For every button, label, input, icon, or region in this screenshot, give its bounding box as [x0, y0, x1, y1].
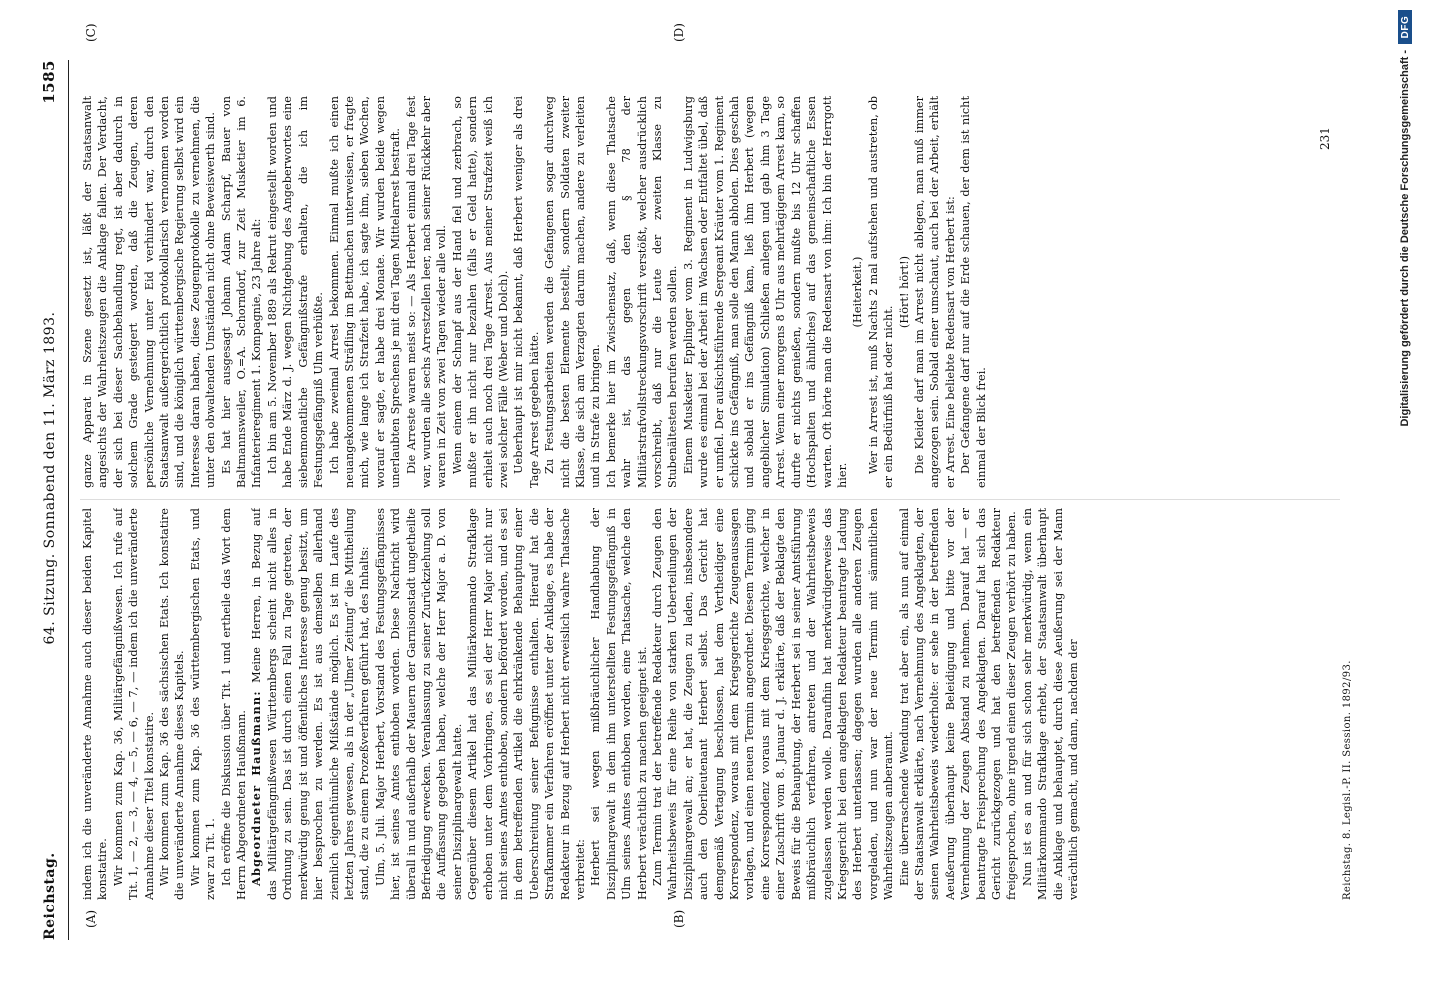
margin-letter-c: (C) — [84, 23, 98, 42]
dfg-logo: DFG — [1398, 10, 1412, 44]
paragraph-text: Wir kommen zum Kap. 36 des sächsischen Etats. Ich konstatire die unveränderte Annahme dieses Kapitels. — [158, 508, 187, 900]
paragraph — [80, 508, 111, 900]
paragraph — [188, 508, 219, 900]
paragraph — [404, 96, 450, 488]
header-page-number: 1585 — [40, 60, 58, 104]
paragraph — [327, 96, 404, 488]
paragraph-text: Ich eröffne die Diskussion über Tit. 1 und ertheile das Wort dem Herrn Abgeordneten Haußmann. — [219, 508, 249, 900]
left-text-column — [80, 508, 1340, 900]
page-header — [40, 60, 64, 940]
paragraph-text: indem ich die unveränderte Annahme auch dieser beiden Kapitel konstatire. — [81, 508, 110, 900]
paragraph-text: Zu Festungsarbeiten werden die Gefangenen sogar durchweg nicht die besten Elemente bestellt, sondern Soldaten zweiter Klasse, die sich am Verzagten darum machen, andere zu verleiten und in Strafe zu bringen. — [543, 96, 603, 488]
paragraph — [265, 96, 327, 488]
digitization-credit — [1392, 0, 1418, 1000]
paragraph-text: Eine überraschende Wendung trat aber ein, als nun auf einmal der Staatsanwalt erklärte, nach Vernehmung des Angeklagten, der seinen Wahrheitsbeweis wiederholte: er sehe in der betreffenden Aeußerung überhaupt keine Beleidigung und bitte vor der Vernehmung der Zeugen Abstand zu nehmen. Darauf hat — er beantragte Freisprechung des Angeklagten. Darauf hat sich das Gericht zurückgezogen und hat den betreffenden Redakteur freigesprochen, ohne irgend einen dieser Zeugen verhört zu haben. — [897, 508, 1019, 900]
paragraph-text: Wir kommen zum Kap. 36, Militärgefängnißwesen. Ich rufe auf Tit. 1, — 2, — 3, — 4, — 5, — 6, — 7, — indem ich die unveränderte Annahme dieser Titel konstatire. — [111, 508, 156, 900]
paragraph-text: Wir kommen zum Kap. 36 des württembergischen Etats, und zwar zu Tit. 1. — [188, 508, 218, 900]
paragraph — [650, 508, 897, 900]
paragraph-text: ganze Apparat in Szene gesetzt ist, läßt der Staatsanwalt angesichts der Wahrheitszeugen die Anklage fallen. Der Verdacht, der sich bei dieser Sachbehandlung regt, ist aber dadurch in solchem Grade gesteigert worden, daß die Zeugen, deren persönliche Vernehmung unter Eid verhindert war, durch den Staatsanwalt außergerichtlich protokollarisch vernommen worden sind, und die königlich württembergische Regierung selbst wird ein Interesse daran haben, diese Zeugenprotokolle zu vernehmen, die unter den obwaltenden Umständen nicht ohne Beweiswerth sind. — [81, 96, 218, 488]
paragraph-text: Ich bin am 5. November 1889 als Rekrut eingestellt worden und habe Ende März d. J. wegen Nichtgebung des Angeberwortes eine siebenmonatliche Gefängnißstrafe erhalten, die ich im Festungsgefängniß Ulm verbüßte. — [265, 96, 326, 488]
paragraph-text: (Heiterkeit.) — [851, 256, 865, 328]
paragraph-text: Herbert sei wegen mißbräuchlicher Handhabung der Disziplinargewalt in dem ihm unterstellten Festungsgefängniß in Ulm seines Amtes enthoben worden, eine Thatsache, welche den Herbert verächtlich zu machen geeignet ist. — [589, 508, 649, 900]
paragraph — [604, 96, 681, 488]
paragraph-text: Wer in Arrest ist, muß Nachts 2 mal aufstehen und austreten, ob er ein Bedürfniß hat oder nicht. — [866, 96, 896, 488]
speaker-name: Abgeordneter Haußmann: — [249, 690, 264, 886]
paragraph — [681, 96, 850, 488]
header-rule — [68, 60, 69, 940]
paragraph-text: Meine Herren, in Bezug auf das Militärgefängnißwesen Württembergs scheint nicht alles in Ordnung zu sein. Das ist durch einen Fall zu Tage getreten, der merkwürdig genug ist und öffentliches Interesse genug besitzt, um hier besprochen zu werden. Es ist aus demselben allerhand ziemlich eigenthümliche Mißstände möglich. Es ist im Laufe des letzten Jahres gewesen, als in der „Ulmer Zeitung“ die Mittheilung stand, die zu einem Prozeßverfahren geführt hat, des Inhalts: — [250, 508, 372, 900]
paragraph-text: Zum Termin trat der betreffende Redakteur durch Zeugen den Wahrheitsbeweis für eine Reihe von starken Ueberteilungen der Disziplinargewalt an; er hat, die Zeugen zu laden, insbesondere auch den Oberlieutenant Herbert selbst. Das Gericht hat demgemäß Vertagung beschlossen, hat dem Vertheidiger eine Korrespondenz, woraus mit dem Kriegsgerichte Zeugenaussagen vorlagen, und einen neuen Termin angeordnet. Diesem Termin ging eine Korrespondenz voraus mit dem Kriegsgerichte, welcher in einer Zuschrift vom 8. Januar d. J. erklärte, daß der Beklagte den Beweis für die Behauptung, der Herbert sei in seiner Amtsführung mißbräuchlich verfahren, antreten und der Wahrheitsbeweis zugelassen werden wolle. Daraufhin hat merkwürdigerweise das Kriegsgericht bei dem angeklagten Redakteur beantragte Ladung des Herbert unterlassen; dagegen wurden alle anderen Zeugen vorgeladen, und nun war der neue Termin mit sämmtlichen Wahrheitszeugen anberaumt. — [651, 508, 896, 900]
paragraph — [1020, 508, 1082, 900]
paragraph — [912, 96, 958, 488]
margin-letter-b: (B) — [672, 909, 686, 928]
sheet-number: 231 — [1318, 127, 1332, 150]
paragraph — [866, 96, 897, 488]
margin-letter-d: (D) — [672, 23, 686, 42]
paragraph-text: Nun ist es an und für sich schon sehr merkwürdig, wenn ein Militärkommando Strafklage erhebt, der Staatsanwalt überhaupt die Anklage und behauptet, durch diese Aeußerung sei der Mann verächtlich gemacht, und dann, nachdem der — [1020, 508, 1080, 900]
paragraph — [219, 96, 265, 488]
paragraph-text: Der Gefangene darf nur auf die Erde schauen, der dem ist nicht einmal der Blick frei. — [959, 96, 988, 488]
paragraph — [588, 508, 650, 900]
paragraph-text: Es hat hier ausgesagt Johann Adam Scharpf, Bauer von Baltmannsweiler, O.=A. Schorndorf, zur Zeit Musketier im 6. Infanterieregiment 1. Kompagnie, 23 Jahre alt: — [219, 96, 264, 488]
paragraph — [373, 508, 465, 900]
paragraph-text: Ulm, 5. Juli. Major Herbert, Vorstand des Festungsgefängnisses hier, ist seines Amtes enthoben worden. Diese Nachricht wird überall in und außerhalb der Mauern der Garnisonstadt ungetheilte Befriedigung erwecken. Veranlassung zu seiner Zurückziehung soll die Auffassung gegeben haben, welche der Herr Major a. D. von seiner Disziplinargewalt hatte. — [373, 508, 464, 900]
paragraph — [111, 508, 157, 900]
paragraph — [157, 508, 188, 900]
header-session-date: 64. Sitzung. Sonnabend den 11. März 1893. — [42, 311, 58, 645]
paragraph-text: Ueberhaupt ist mir nicht bekannt, daß Herbert weniger als drei Tage Arrest gegeben hätte. — [512, 96, 541, 488]
paragraph-text: Gegenüber diesem Artikel hat das Militärkommando Strafklage erhoben unter dem Vorbringen, es sei der Herr Major nicht nur nicht seines Amtes enthoben, sondern befördert worden, und es sei in dem betreffenden Artikel die ehrkränkende Behauptung einer Ueberschreitung seiner Befugnisse enthalten. Hierauf hat die Strafkammer ein Verfahren eröffnet unter der Anklage, es habe der Redakteur in Bezug auf Herbert nicht erweislich wahre Thatsache verbreitet: — [466, 508, 587, 900]
paragraph-text: Die Arreste waren meist so: — Als Herbert einmal drei Tage fest war, wurden alle sechs Arrestzellen leer, nach seiner Rückkehr aber waren in Zeit von zwei Tagen wieder alle voll. — [404, 96, 449, 488]
paragraph — [542, 96, 604, 488]
paragraph — [219, 508, 250, 900]
paragraph — [897, 508, 1020, 900]
paragraph — [958, 96, 989, 488]
paragraph — [850, 96, 865, 488]
digitization-note: Digitalisierung gefördert durch die Deutsche Forschungsgemeinschaft - — [1399, 50, 1411, 427]
paragraph — [80, 96, 219, 488]
right-text-column — [80, 96, 1340, 488]
paragraph-text: (Hört! hört!) — [897, 255, 911, 329]
paragraph — [450, 96, 512, 488]
paragraph-text: Einem Musketier Epplinger vom 3. Regiment in Ludwigsburg wurde es einmal bei der Arbeit im Wachsen oder Entfaltet übel, daß er umfiel. Der aufsichtsführende Sergeant Kräuter vom 1. Regiment schickte ins Gefängniß, man solle den Mann abholen. Dies geschah und sobald er ins Gefängniß kam, ließ ihm Herbert (wegen angeblicher Simulation) Schließen anlegen und gab ihm 3 Tage Arrest. Wenn einer morgens 8 Uhr aus mehrtägigem Arrest kam, so durfte er nichts genießen, sondern mußte bis 12 Uhr schaffen (Hochspalten und ähnliches) auf das gemeinschaftliche Essen warten. Oft hörte man die Redensart von ihm: Ich bin der Herrgott hier. — [681, 96, 849, 488]
page-footer: Reichstag. 8. Legisl.-P. II. Session. 1892/93. — [1342, 660, 1353, 900]
header-title: Reichstag. — [42, 852, 58, 940]
paragraph — [897, 96, 912, 488]
column-divider — [80, 499, 1340, 500]
paragraph-text: Die Kleider darf man im Arrest nicht ablegen, man muß immer angezogen sein. Sobald einer umschaut, auch bei der Arbeit, erhält er Arrest. Eine beliebte Redensart von Herbert ist: — [912, 96, 957, 488]
paragraph — [511, 96, 542, 488]
margin-letter-a: (A) — [84, 909, 98, 928]
paragraph-text: Wenn einem der Schnapf aus der Hand fiel und zerbrach, so mußte er ihn nicht nur bezahlen (falls er Geld hatte), sondern erhielt auch noch drei Tage Arrest. Aus meiner Strafzeit weiß ich zwei solcher Fälle (Weber und Dolch). — [450, 96, 510, 488]
paragraph — [249, 508, 372, 900]
paragraph — [465, 508, 588, 900]
paragraph-text: Ich bemerke hier im Zwischensatz, daß, wenn diese Thatsache wahr ist, das gegen den § 78 der Militärstrafvollstreckungsvorschrift verstößt, welcher ausdrücklich vorschreibt, daß nur die Leute der zweiten Klasse zu Stubenältesten berufen werden sollen. — [604, 96, 680, 488]
paragraph-text: Ich habe zweimal Arrest bekommen. Einmal mußte ich einen neuangekommenen Sträfling im Bettmachen unterweisen, er fragte mich, wie lange ich Strafzeit habe, ich sagte ihm, sieben Wochen, worauf er sagte, er habe drei Monate. Wir wurden beide wegen unerlaubten Sprechens je mit drei Tagen Mittelarrest bestraft. — [327, 96, 403, 488]
